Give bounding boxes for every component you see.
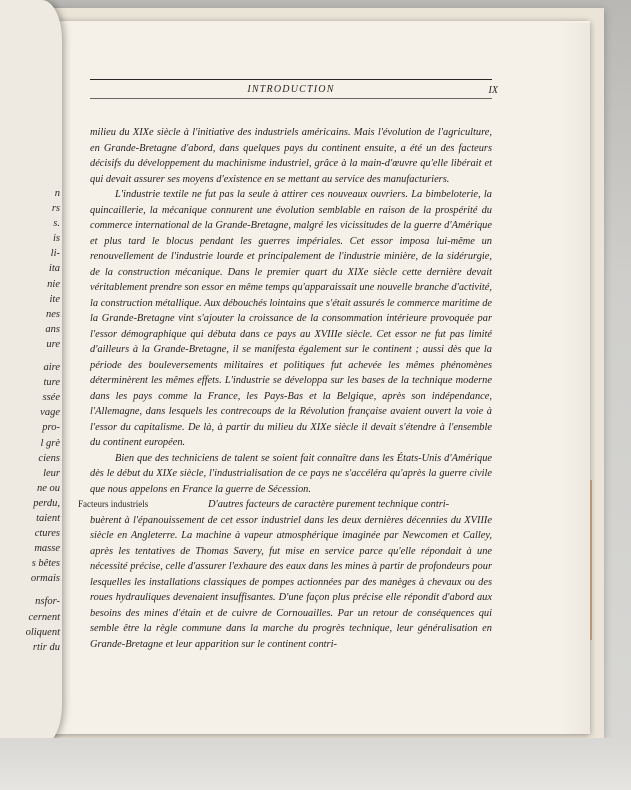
facing-page-fragment: s bêtes bbox=[31, 558, 60, 570]
paragraph-2: L'industrie textile ne fut pas la seule à attirer ces nouveaux ouvriers. La bimbeloterie, la quincaillerie, la mécanique connurent une évolution semblable en raison de la prospérité du commerce international de la Grande-Bretagne, malgré les vicissitudes de la guerre d'Amérique et plus tard le blocus pendant les guerres impériales. Cet essor imposa lui-même un renouvellement de l'industrie lourde et principalement de l'industrie minière, de la sidérurgie, de la construction mécanique. Dans le premier quart du XIXe siècle cette dernière devait véritablement prendre son essor en même temps qu'apparaissait une nouvelle branche d'activité, la construction métallique. Aux débouchés lointains que s'était assurés le commerce maritime de la Grande-Bretagne vint s'ajouter la croissance de la consommation intérieure provoquée par l'essor démographique qui débuta dans ce pays au XVIIIe siècle. Cet essor ne fut pas limité d'ailleurs à la Grande-Bretagne, il se manifesta également sur le continent ; aussi dès que la période des bouleversements militaires et politiques fut achevée les mêmes phénomènes déterminèrent les mêmes effets. L'industrie se développa sur les bases de la technique moderne dans les pays comme la France, les Pays-Bas et la Belgique, après son indépendance, l'Allemagne, dans lesquels les contrecoups de la Révolution française avaient ouvert la voie à l'essor du capitalisme. De là, à partir du milieu du XIXe siècle il devait s'étendre à l'ensemble du continent européen. bbox=[90, 189, 492, 448]
facing-page-fragment: vage bbox=[40, 407, 60, 419]
facing-page-fragment: nie bbox=[47, 278, 60, 290]
side-section bbox=[78, 497, 492, 652]
header-rule-lower bbox=[90, 98, 492, 99]
facing-page bbox=[0, 0, 62, 745]
header-rule bbox=[90, 79, 492, 80]
facing-page-fragment: ctures bbox=[34, 528, 60, 540]
running-head: INTRODUCTION bbox=[247, 84, 335, 95]
book-page bbox=[38, 21, 590, 734]
facing-page-fragment: nes bbox=[46, 308, 60, 320]
facing-page-fragment: pro- bbox=[42, 422, 60, 434]
side-paragraph-first-line: D'autres facteurs de caractère purement technique contri- bbox=[208, 499, 450, 510]
facing-page-fragment: is bbox=[52, 233, 60, 245]
margin-label: Facteurs industriels bbox=[78, 499, 149, 509]
page-edge-shadow bbox=[560, 23, 590, 735]
facing-page-fragment: ne ou bbox=[36, 482, 60, 494]
facing-page-fragment: ciens bbox=[38, 452, 60, 464]
facing-page-fragment: nsfor- bbox=[35, 596, 60, 608]
facing-page-fragment: aire bbox=[43, 362, 60, 374]
facing-page-fragment: n bbox=[54, 188, 60, 199]
facing-page-fragment: s. bbox=[53, 218, 60, 230]
facing-page-fragment: masse bbox=[34, 543, 60, 555]
paragraph-3: Bien que des techniciens de talent se soient fait connaître dans les États-Unis d'Amérique dès le début du XIXe siècle, l'industrialisation de ce pays ne s'accéléra qu'après la guerre civile que nous appelons en France la guerre de Sécession. bbox=[90, 452, 492, 495]
facing-page-fragment bbox=[4, 352, 60, 360]
facing-page-fragment: rtir du bbox=[32, 641, 60, 653]
facing-page-fragment: taient bbox=[36, 512, 60, 524]
facing-page-fragment: oliquent bbox=[25, 626, 60, 638]
side-paragraph-text: buèrent à l'épanouissement de cet essor industriel dans les deux dernières décennies du XVIIIe siècle en Angleterre. La machine à vapeur atmosphérique imaginée par Newcomen et Calley, après les tentatives de Thomas Savery, fut mise en service parce qu'elle répondait à une nécessité précise, celle d'assurer l'exhaure des eaux dans les mines à partir de profondeurs pour lesquelles les installations classiques de pompes actionnées par des manèges à chevaux ou des roues hydrauliques devenaient insuffisantes. D'une façon plus précise elle répondit d'abord aux besoins des mines d'étain et de cuivre de Cornouailles. Par un retour de conséquences qui semble être la règle commune dans la marche du progrès technique, leur généralisation en Grande-Bretagne et leur apparition sur le continent contri- bbox=[90, 514, 492, 650]
facing-page-fragment: rs bbox=[51, 203, 60, 215]
facing-page-fragment: ssée bbox=[42, 392, 60, 404]
facing-page-fragment: li- bbox=[50, 248, 60, 260]
side-paragraph bbox=[90, 497, 492, 652]
facing-page-fragment: ure bbox=[46, 338, 60, 350]
paragraph-1: milieu du XIXe siècle à l'initiative des industriels américains. Mais l'évolution de l'agriculture, en Grande-Bretagne d'abord, dans quelques pays du continent ensuite, a été un des facteurs décisifs du développement du machinisme industriel, grâce à la main-d'œuvre qu'elle libérait et qui devait assurer ses moyens d'existence en se mettant au service des manufacturiers. bbox=[90, 127, 492, 185]
facing-page-fragment: ita bbox=[48, 263, 60, 275]
facing-page-fragment: l grè bbox=[40, 437, 60, 449]
table-foreground bbox=[0, 738, 631, 790]
page-number: IX bbox=[488, 85, 498, 96]
facing-page-fragment: cernent bbox=[28, 611, 60, 623]
facing-page-fragment: perdu, bbox=[33, 497, 60, 509]
page-body bbox=[78, 125, 492, 652]
facing-page-fragment bbox=[4, 586, 60, 594]
facing-page-fragment: ite bbox=[49, 293, 60, 305]
facing-page-fragment: leur bbox=[43, 467, 60, 479]
facing-page-fragment: ans bbox=[45, 323, 60, 335]
facing-page-fragment: ture bbox=[43, 377, 60, 389]
facing-page-fragment: ormais bbox=[30, 573, 60, 585]
facing-page-text bbox=[4, 186, 60, 655]
